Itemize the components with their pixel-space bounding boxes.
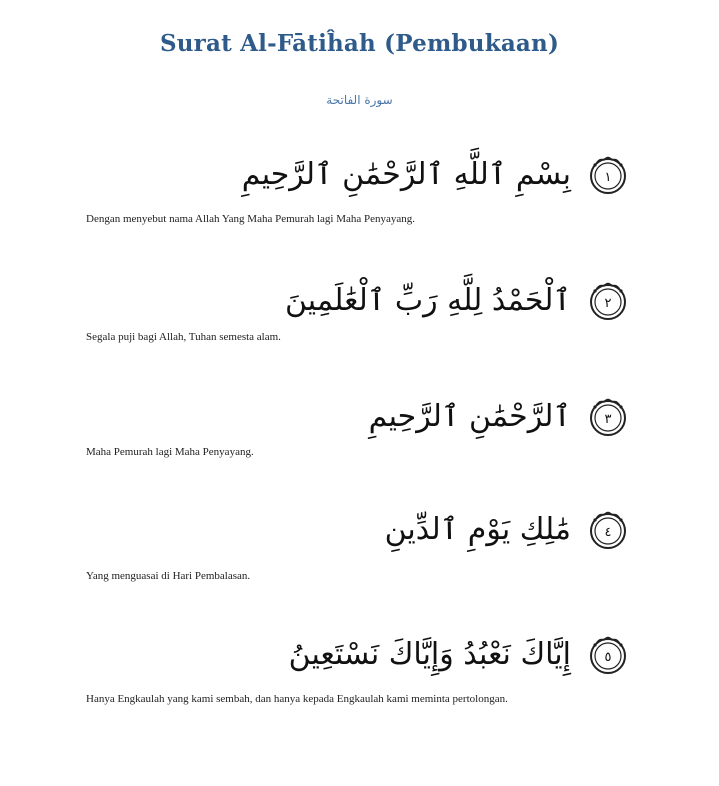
ayah-number-marker-icon [585, 278, 631, 324]
ayah-number: ٥ [604, 650, 612, 665]
verse-1-translation: Dengan menyebut nama Allah Yang Maha Pemurah lagi Maha Penyayang. [86, 213, 416, 225]
verse-4-translation: Yang menguasai di Hari Pembalasan. [86, 570, 251, 582]
verse-1-arabic [242, 150, 631, 200]
verse-4-arabic [385, 505, 631, 555]
ayah-number: ٣ [604, 412, 612, 427]
verse-3-arabic [369, 392, 631, 442]
ayah-number: ٤ [604, 525, 612, 540]
arabic-text: مَٰلِكِ يَوْمِ ٱلدِّينِ [384, 512, 571, 547]
ayah-number: ١ [604, 170, 612, 185]
verse-2-arabic [285, 276, 631, 326]
arabic-text: إِيَّاكَ نَعْبُدُ وَإِيَّاكَ نَسْتَعِينُ [288, 637, 571, 672]
ayah-number-marker-icon [585, 507, 631, 553]
ayah-number-marker-icon [585, 394, 631, 440]
ayah-number-marker-icon [585, 152, 631, 198]
page-title: Surat Al-Fātiĥah (Pembukaan) [159, 30, 560, 57]
arabic-text: ٱلرَّحْمَٰنِ ٱلرَّحِيمِ [368, 399, 571, 434]
ayah-number-marker-icon [585, 632, 631, 678]
arabic-subtitle: سورة الفاتحة [326, 93, 393, 107]
arabic-text: بِسْمِ ٱللَّهِ ٱلرَّحْمَٰنِ ٱلرَّحِيمِ [241, 157, 571, 192]
arabic-text: ٱلْحَمْدُ لِلَّهِ رَبِّ ٱلْعَٰلَمِينَ [284, 283, 571, 318]
ayah-number: ٢ [604, 296, 612, 311]
verse-5-translation: Hanya Engkaulah yang kami sembah, dan hanya kepada Engkaulah kami meminta pertolongan. [86, 693, 508, 705]
verse-5-arabic [289, 630, 631, 680]
verse-2-translation: Segala puji bagi Allah, Tuhan semesta alam. [86, 331, 281, 343]
verse-3-translation: Maha Pemurah lagi Maha Penyayang. [86, 446, 254, 458]
